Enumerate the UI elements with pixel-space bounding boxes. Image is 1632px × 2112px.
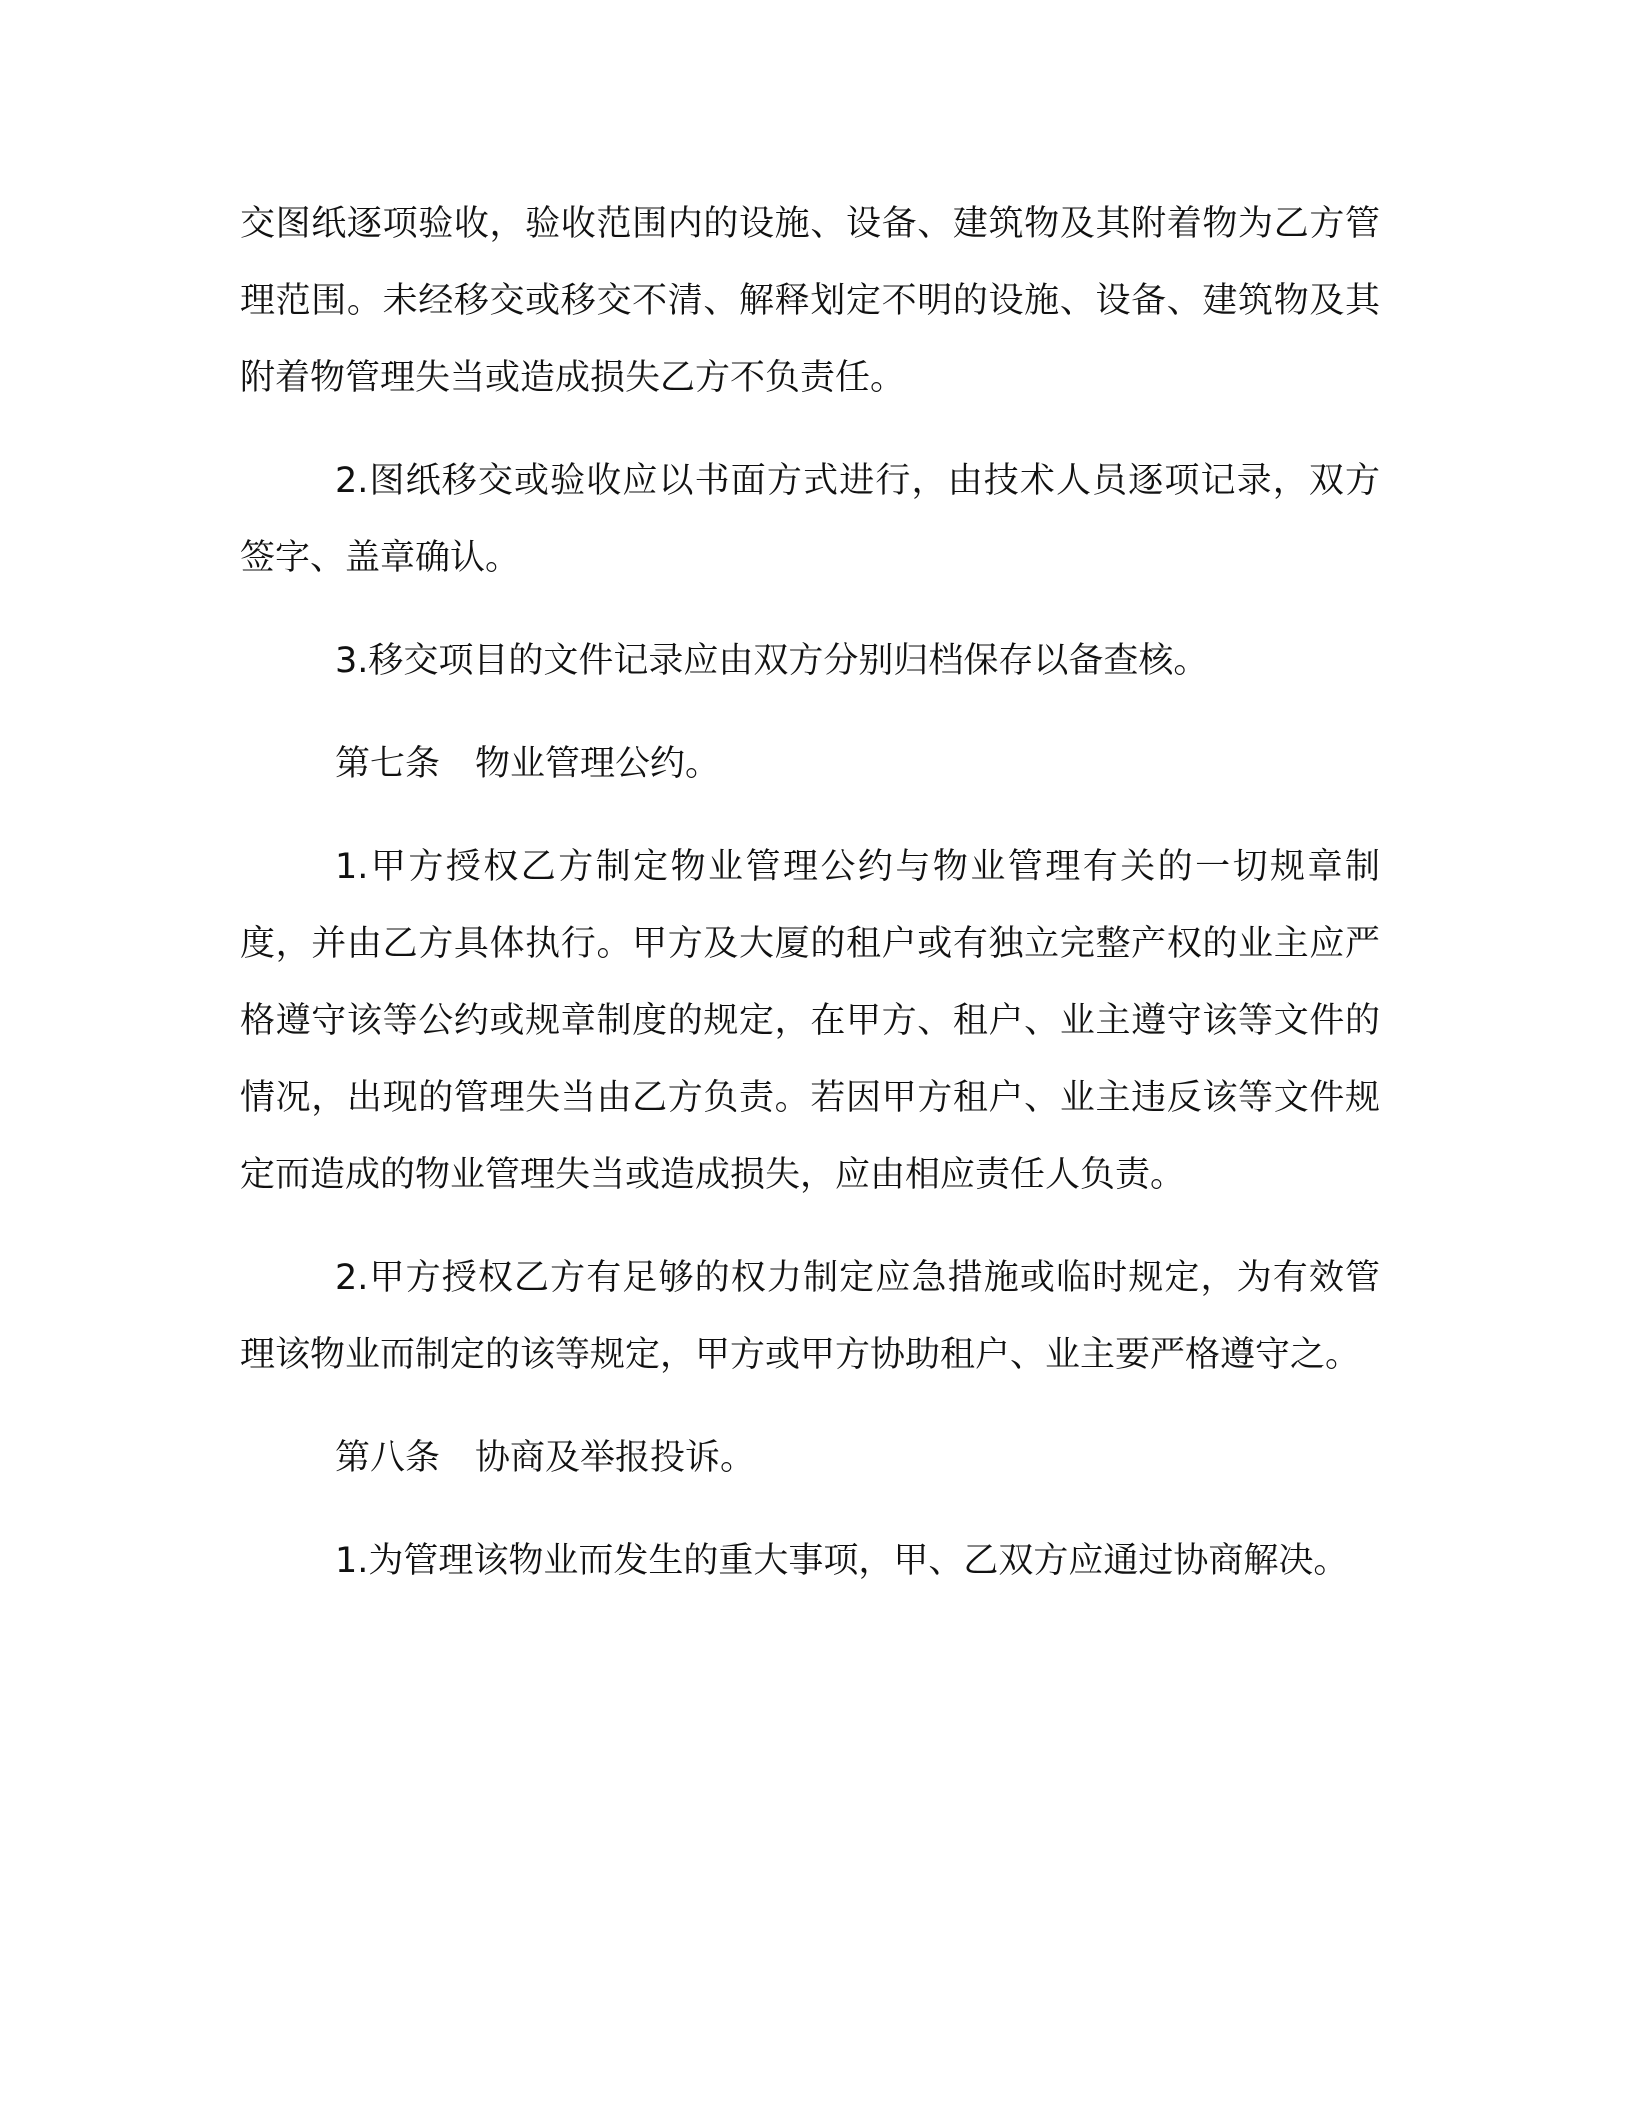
article-7-item-1: 1.甲方授权乙方制定物业管理公约与物业管理有关的一切规章制度，并由乙方具体执行。甲方及大厦的租户或有独立完整产权的业主应严格遵守该等公约或规章制度的规定，在甲方、租户、业主遵守该等文件的情况，出现的管理失当由乙方负责。若因甲方租户、业主违反该等文件规定而造成的物业管理失当或造成损失，应由相应责任人负责。 xyxy=(240,847,1380,1195)
article-7-heading: 第七条 物业管理公约。 xyxy=(335,744,721,784)
paragraph-item-2: 2.图纸移交或验收应以书面方式进行，由技术人员逐项记录，双方签字、盖章确认。 xyxy=(240,461,1380,578)
article-8-item-1: 1.为管理该物业而发生的重大事项，甲、乙双方应通过协商解决。 xyxy=(335,1541,1349,1581)
article-7-item-2: 2.甲方授权乙方有足够的权力制定应急措施或临时规定，为有效管理该物业而制定的该等规定，甲方或甲方协助租户、业主要严格遵守之。 xyxy=(240,1258,1380,1375)
paragraph-item-3: 3.移交项目的文件记录应由双方分别归档保存以备查核。 xyxy=(335,641,1209,681)
document-body xyxy=(240,186,1380,1626)
paragraph-continued: 交图纸逐项验收，验收范围内的设施、设备、建筑物及其附着物为乙方管理范围。未经移交或移交不清、解释划定不明的设施、设备、建筑物及其附着物管理失当或造成损失乙方不负责任。 xyxy=(240,204,1380,398)
article-8-heading: 第八条 协商及举报投诉。 xyxy=(335,1438,756,1478)
